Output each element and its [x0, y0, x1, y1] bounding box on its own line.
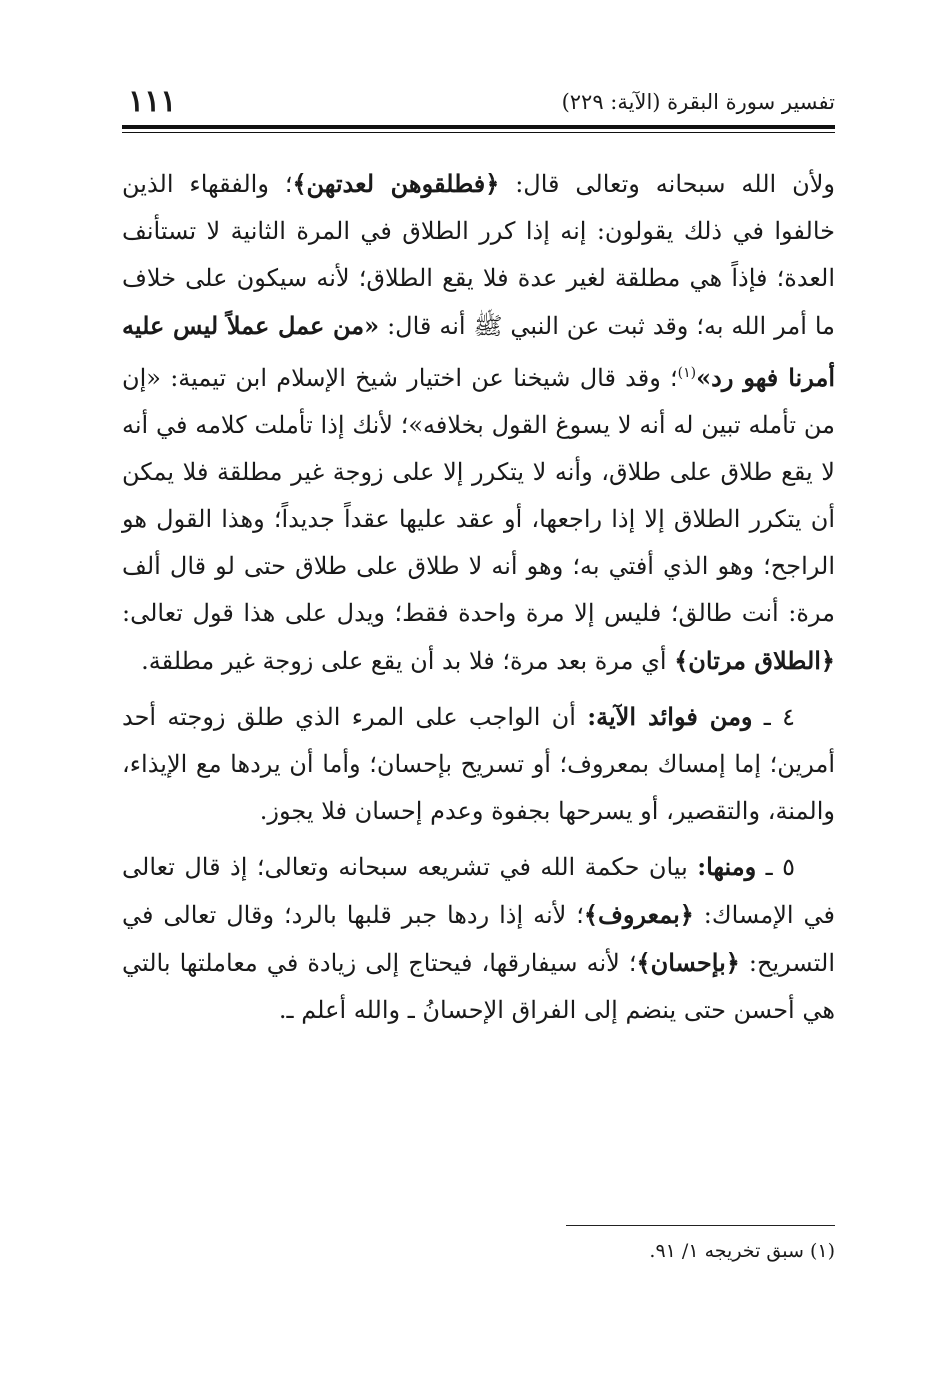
p1-text-4: أي مرة بعد مرة؛ فلا بد أن يقع على زوجة غير مطلقة. [141, 647, 675, 675]
p2-text: أن الواجب على المرء الذي طلق زوجته أحد أمرين؛ إما إمساك بمعروف؛ أو تسريح بإحسان؛ وأما أن يردها مع الإيذاء، والمنة، والتقصير، أو يسرحها بجفوة وعدم إحسان فلا يجوز. [122, 703, 836, 825]
p1-quran-quote-2: ﴿الطلاق مرتان﴾ [674, 646, 835, 675]
p1-text-3: ؛ وقد قال شيخنا عن اختيار شيخ الإسلام ابن تيمية: «إن من تأمله تبين له أنه لا يسوغ القول بخلافه»؛ لأنك إذا تأملت كلامه في أنه لا يقع طلاق على طلاق، وأنه لا يتكرر إلا على زوجة غير مطلقة فلا يمكن أن يتكرر الطلاق إلا إذا راجعها، أو عقد عليها عقداً جديداً؛ وهذا القول هو الراجح؛ وهو الذي أفتي به؛ وهو أنه لا طلاق على طلاق حتى لو قال ألف مرة: أنت طالق؛ فليس إلا مرة واحدة فقط؛ ويدل على هذا قول تعالى: [122, 364, 835, 627]
paragraph-2 [122, 693, 835, 835]
footnote-ref: (١) [677, 365, 697, 381]
header-rule-thick [122, 125, 835, 129]
paragraph-1 [122, 160, 835, 685]
p1-text-1: ولأن الله سبحانه وتعالى قال: [499, 170, 835, 198]
p3-heading: ومنها: [697, 852, 757, 881]
footnote: (١) سبق تخريجه ١/ ٩١. [649, 1240, 835, 1262]
p1-hadith-quote: «من عمل عملاً ليس عليه أمرنا فهو رد» [122, 311, 835, 392]
paragraph-3 [122, 843, 835, 1034]
p3-number: ٥ ـ [756, 853, 796, 881]
p1-text-2: ؛ والفقهاء الذين خالفوا في ذلك يقولون: إنه إذا كرر الطلاق في المرة الثانية لا تستأنف العدة؛ فإذاً هي مطلقة لغير عدة فلا يقع الطلاق؛ لأنه سيكون على خلاف ما أمر الله به؛ وقد ثبت عن النبي ﷺ أنه قال: [122, 170, 836, 340]
page-number: ١١١ [128, 84, 177, 119]
running-title: تفسير سورة البقرة (الآية: ٢٢٩) [561, 90, 835, 114]
p3-text-1: بيان حكمة الله في تشريعه سبحانه وتعالى؛ إذ قال تعالى في الإمساك: [122, 853, 835, 929]
p1-quran-quote-1: ﴿فطلقوهن لعدتهن﴾ [292, 169, 500, 198]
p2-heading: ومن فوائد الآية: [587, 702, 753, 731]
p3-quran-quote-2: ﴿بإحسان﴾ [636, 948, 740, 977]
header-rule-thin [122, 132, 835, 133]
footnote-separator [566, 1225, 835, 1226]
p3-quran-quote-1: ﴿بمعروف﴾ [583, 900, 694, 929]
p2-number: ٤ ـ [752, 703, 795, 731]
p3-text-2: ؛ لأنه إذا ردها جبر قلبها بالرد؛ وقال تعالى في التسريح: [122, 901, 836, 977]
body-text [122, 160, 835, 1034]
page-header [122, 84, 835, 124]
p3-text-3: ؛ لأنه سيفارقها، فيحتاج إلى زيادة في معاملتها بالتي هي أحسن حتى ينضم إلى الفراق الإحسانُ ـ والله أعلم ـ. [122, 949, 835, 1024]
